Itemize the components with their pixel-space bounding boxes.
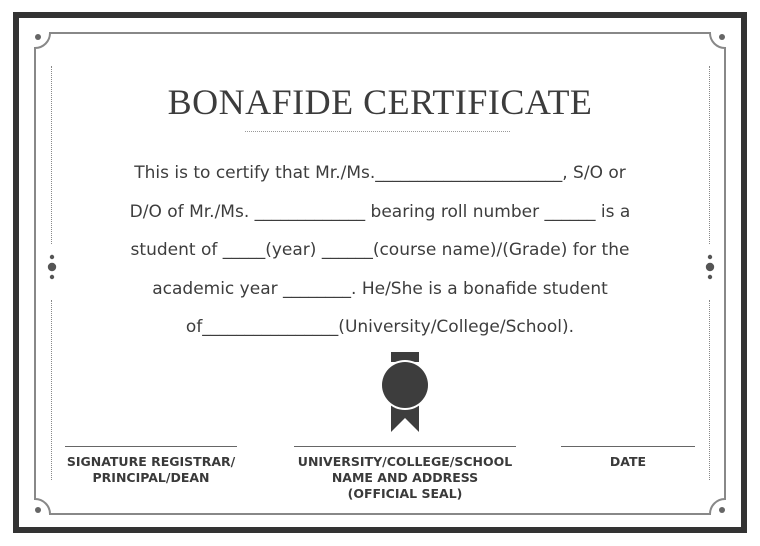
left-dotted-line-lower	[51, 300, 52, 480]
signature-line	[561, 446, 695, 447]
signature-label: PRINCIPAL/DEAN	[92, 470, 210, 485]
left-ornament-icon	[47, 254, 57, 280]
right-ornament-icon	[705, 254, 715, 280]
body-line: student of _____(year) ______(course name)/(Grade) for the	[130, 240, 630, 260]
seal-label: UNIVERSITY/COLLEGE/SCHOOL	[297, 454, 513, 469]
body-line: This is to certify that Mr./Ms.______________________, S/O or	[134, 163, 626, 183]
right-dotted-line-lower	[709, 300, 710, 480]
seal-label: NAME AND ADDRESS	[331, 470, 479, 485]
signature-label: SIGNATURE REGISTRAR/	[66, 454, 236, 469]
body-line: academic year ________. He/She is a bonafide student	[152, 278, 608, 299]
signature-line	[294, 446, 516, 447]
official-seal-block	[294, 446, 516, 502]
body-line: D/O of Mr./Ms. _____________ bearing roll number ______ is a	[129, 201, 631, 222]
seal-label: (OFFICIAL SEAL)	[347, 486, 463, 501]
body-line: of________________(University/College/School).	[185, 317, 575, 337]
date-label: DATE	[609, 454, 647, 469]
title-dotted-rule	[245, 131, 510, 132]
signature-line	[65, 446, 237, 447]
certificate-title: BONAFIDE CERTIFICATE	[167, 82, 593, 122]
award-ribbon-icon	[379, 352, 431, 434]
signature-registrar-block	[65, 446, 237, 486]
date-block	[561, 446, 695, 470]
certificate-body	[60, 156, 700, 349]
